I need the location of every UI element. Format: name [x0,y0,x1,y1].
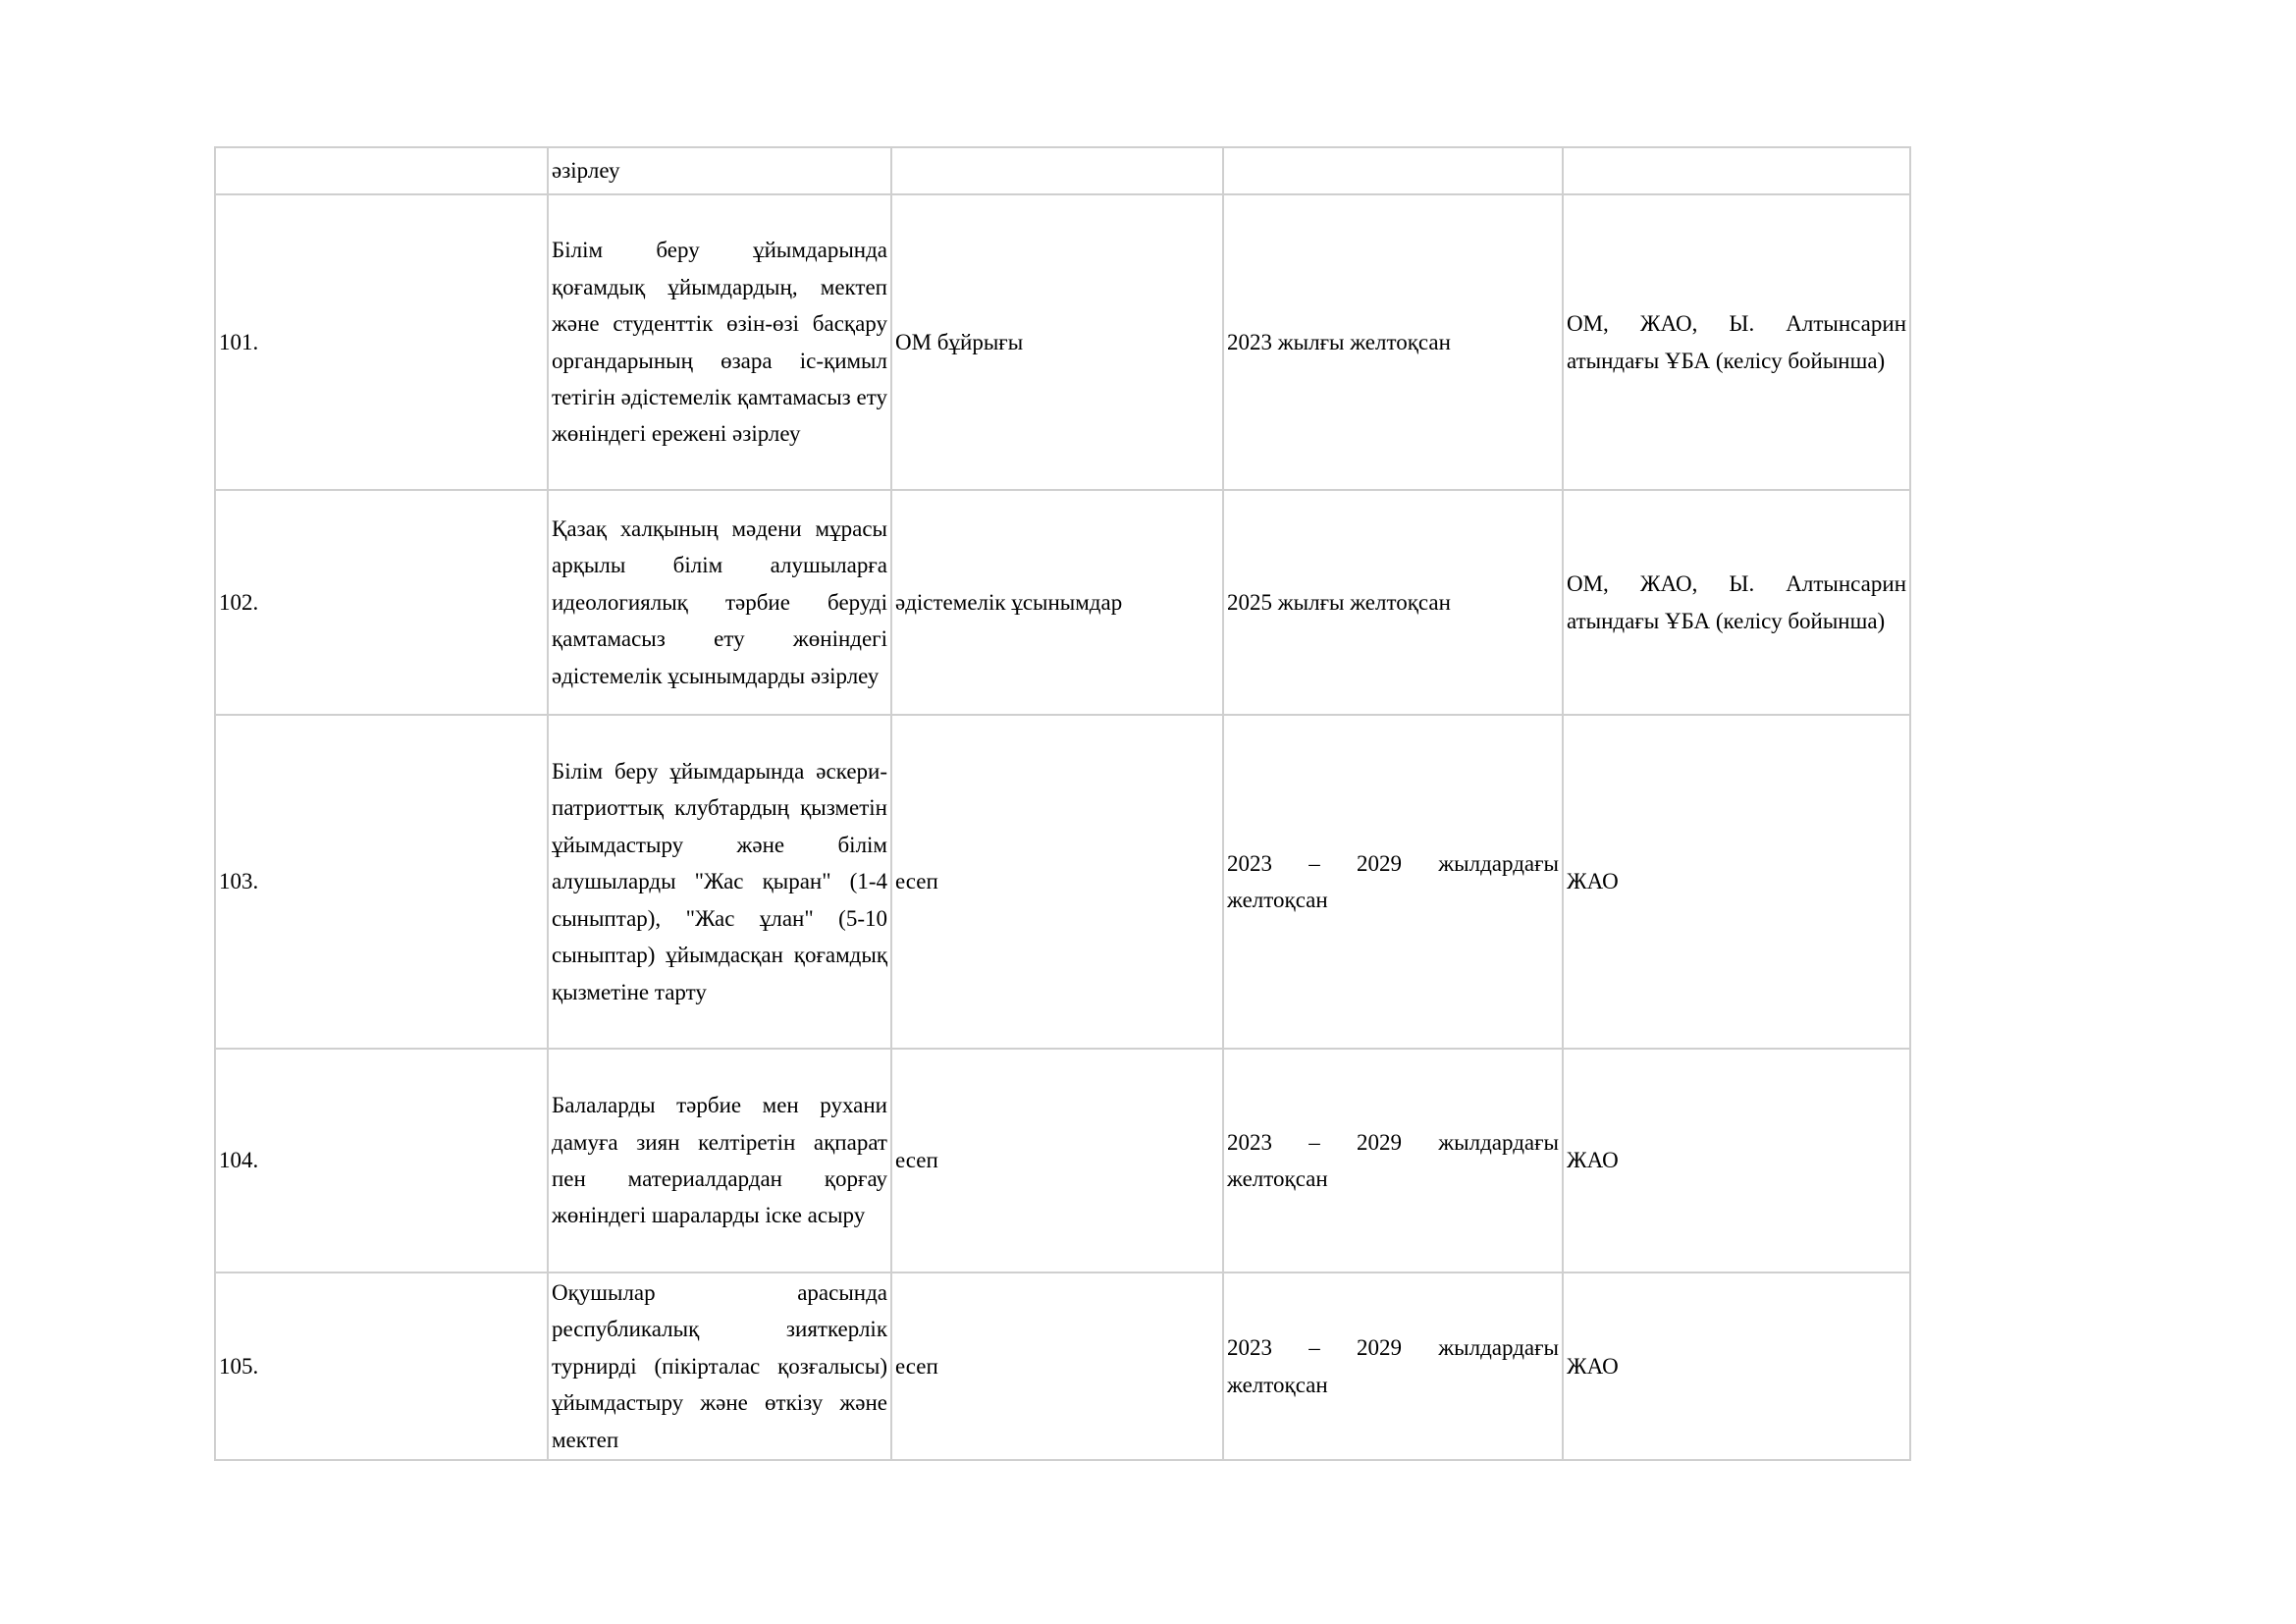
activity-cell: Балаларды тәрбие мен рухани дамуға зиян келтіретін ақпарат пен материалдардан қорғау жөніндегі шараларды іске асыру [548,1049,891,1272]
table-row [215,490,1910,715]
action-plan-table [214,146,1911,1461]
responsible-cell: ЖАО [1563,1272,1910,1460]
responsible-cell: ОМ, ЖАО, Ы. Алтынсарин атындағы ҰБА (келісу бойынша) [1563,490,1910,715]
form-cell: есеп [891,1049,1223,1272]
activity-cell: Білім беру ұйымдарында қоғамдық ұйымдардың, мектеп және студенттік өзін-өзі басқару органдарының өзара іс-қимыл тетігін әдістемелік қамтамасыз ету жөніндегі ережені әзірлеу [548,194,891,490]
row-number-cell: 105. [215,1272,548,1460]
responsible-cell: ОМ, ЖАО, Ы. Алтынсарин атындағы ҰБА (келісу бойынша) [1563,194,1910,490]
activity-cell: Білім беру ұйымдарында әскери-патриоттық клубтардың қызметін ұйымдастыру және білім алушыларды "Жас қыран" (1-4 сыныптар), "Жас ұлан" (5-10 сыныптар) ұйымдасқан қоғамдық қызметіне тарту [548,715,891,1049]
deadline-cell: 2025 жылғы желтоқсан [1223,490,1563,715]
table-row [215,147,1910,194]
activity-cell: Оқушылар арасында республикалық зияткерлік турнирді (пікірталас қозғалысы) ұйымдастыру және өткізу және мектеп [548,1272,891,1460]
table-row [215,1049,1910,1272]
row-number-cell: 104. [215,1049,548,1272]
row-number-cell: 101. [215,194,548,490]
form-cell [891,147,1223,194]
form-cell: әдістемелік ұсынымдар [891,490,1223,715]
row-number-cell: 103. [215,715,548,1049]
deadline-cell: 2023 жылғы желтоқсан [1223,194,1563,490]
responsible-cell [1563,147,1910,194]
table-container [214,146,1911,1461]
responsible-cell: ЖАО [1563,1049,1910,1272]
deadline-cell: 2023 – 2029 жылдардағы желтоқсан [1223,1272,1563,1460]
form-cell: есеп [891,1272,1223,1460]
responsible-cell: ЖАО [1563,715,1910,1049]
deadline-cell: 2023 – 2029 жылдардағы желтоқсан [1223,715,1563,1049]
deadline-cell [1223,147,1563,194]
table-row [215,194,1910,490]
form-cell: есеп [891,715,1223,1049]
activity-cell: Қазақ халқының мәдени мұрасы арқылы білім алушыларға идеологиялық тәрбие беруді қамтамасыз ету жөніндегі әдістемелік ұсынымдарды әзірлеу [548,490,891,715]
table-row [215,1272,1910,1460]
deadline-cell: 2023 – 2029 жылдардағы желтоқсан [1223,1049,1563,1272]
row-number-cell: 102. [215,490,548,715]
activity-cell: әзірлеу [548,147,891,194]
row-number-cell [215,147,548,194]
table-row [215,715,1910,1049]
form-cell: ОМ бұйрығы [891,194,1223,490]
